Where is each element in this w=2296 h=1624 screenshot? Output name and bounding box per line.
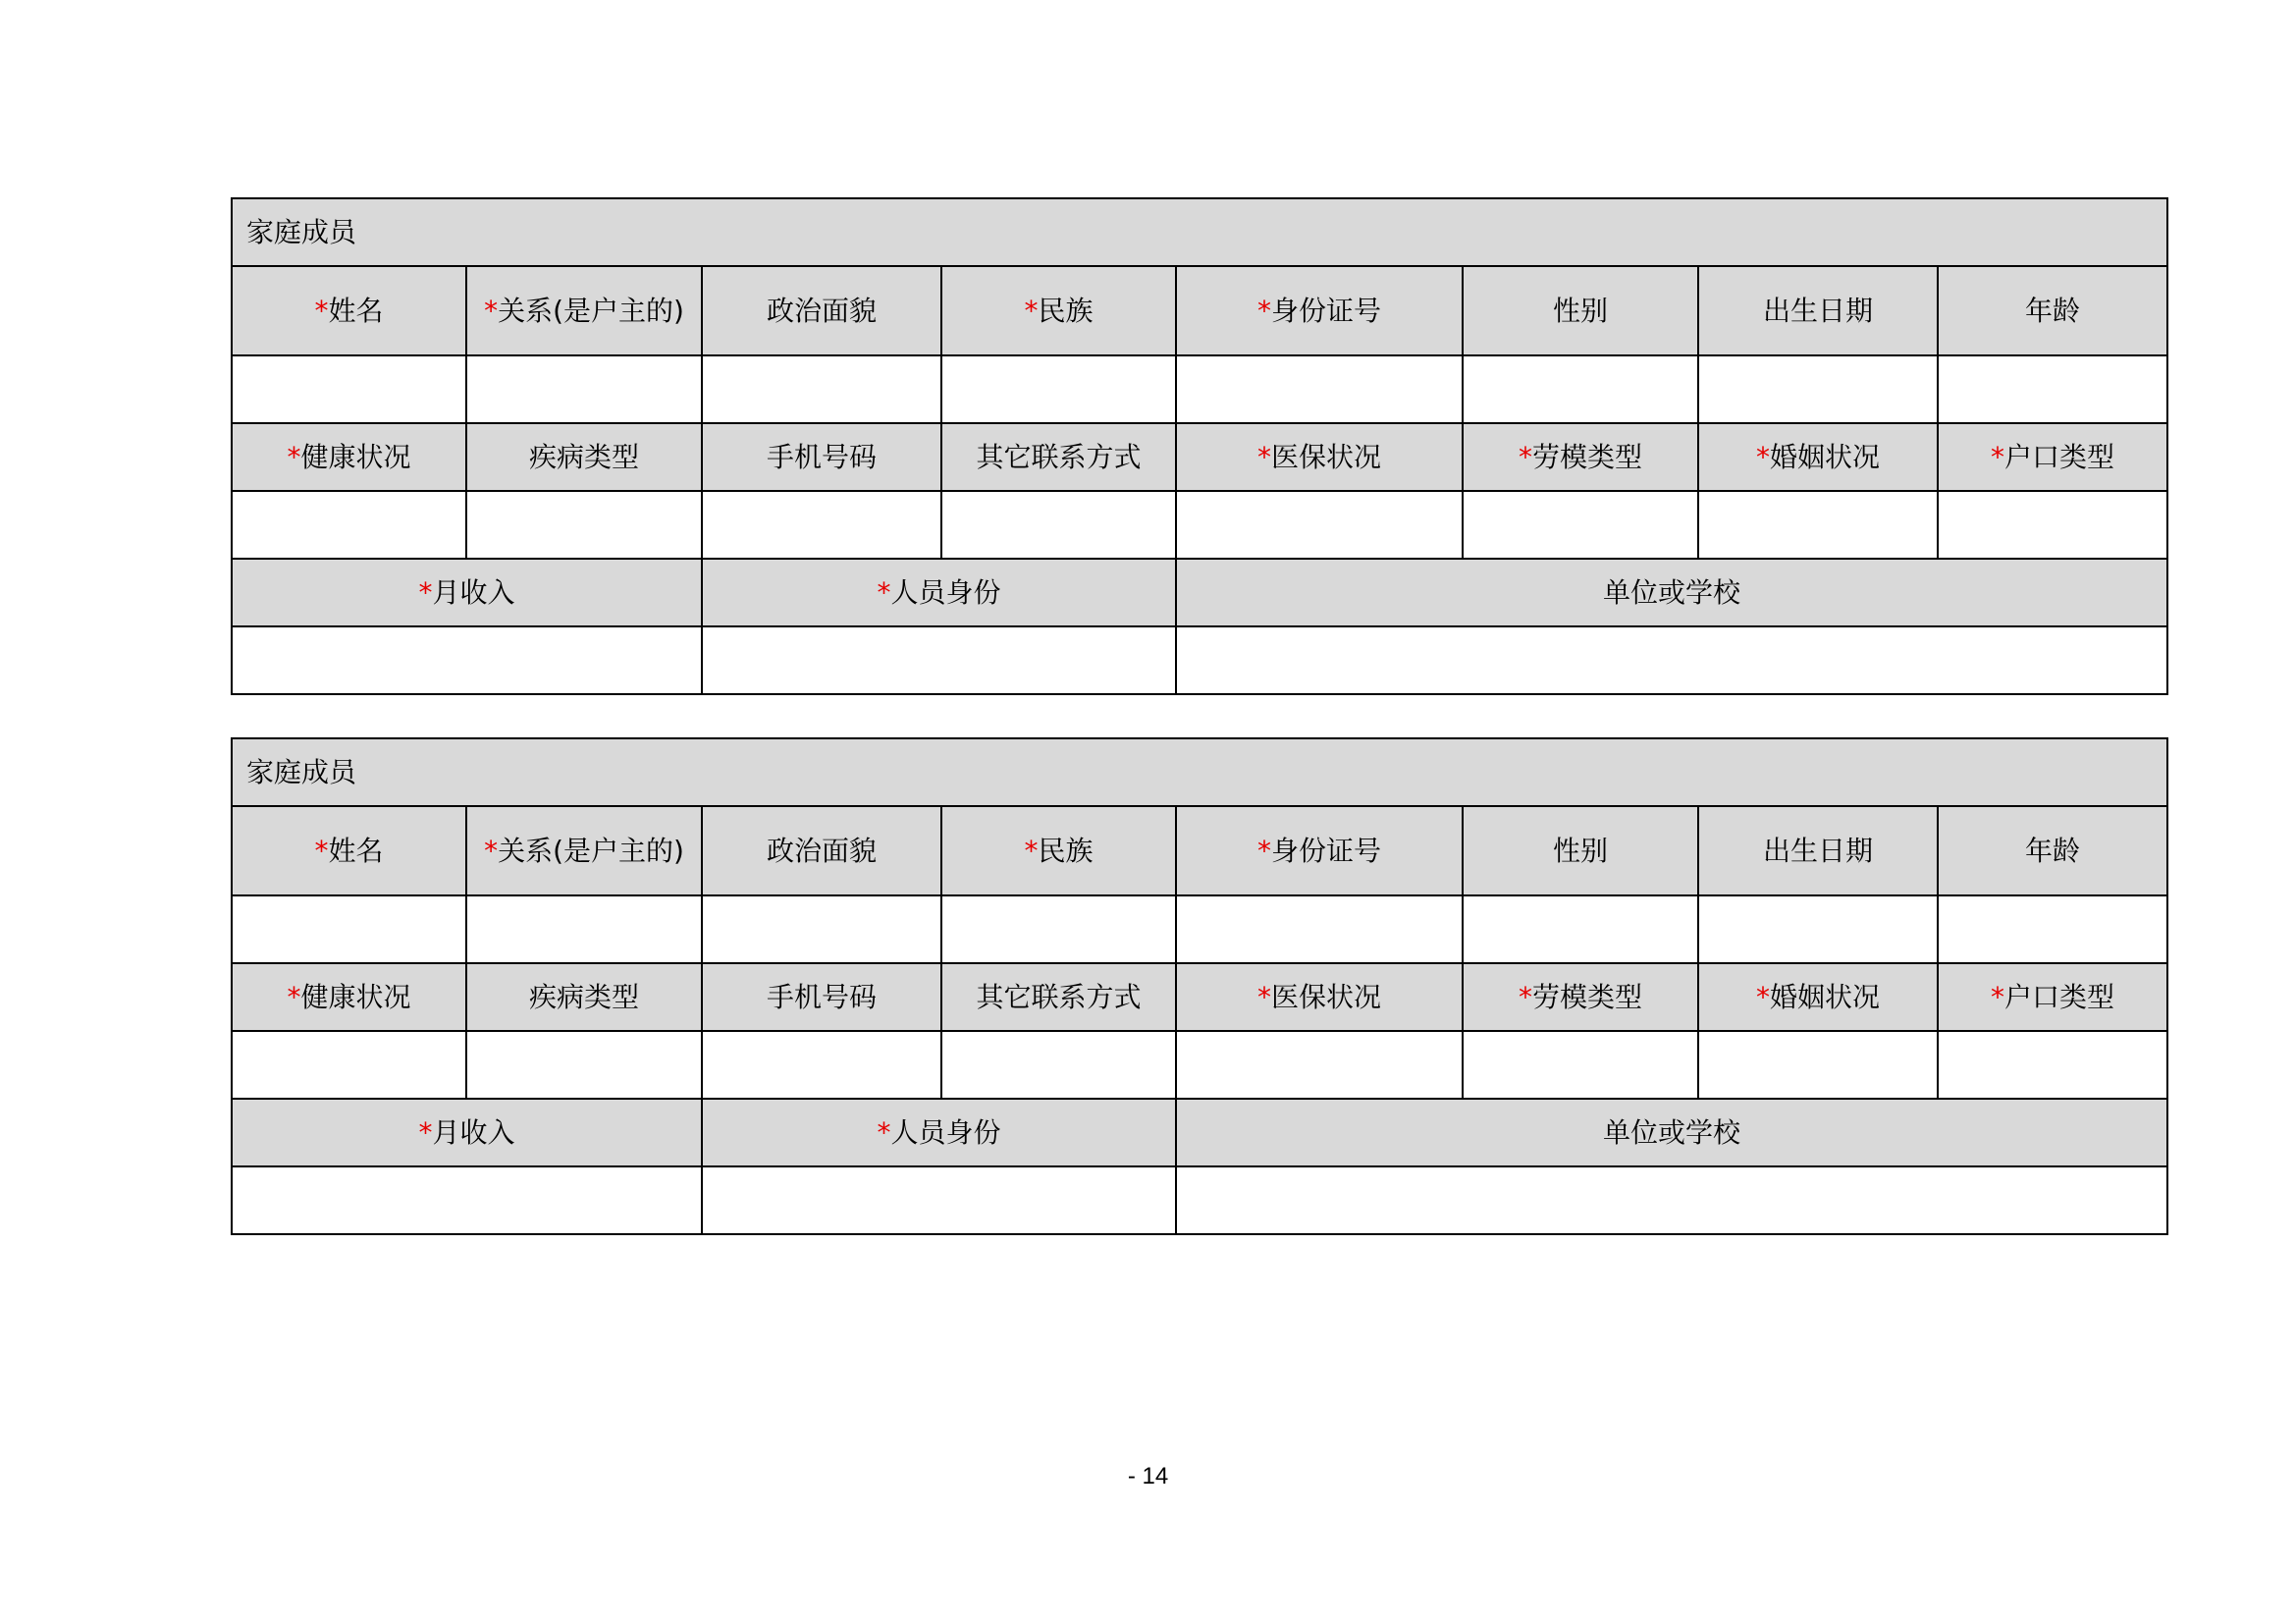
label-name: *姓名 (232, 266, 466, 355)
input-gender[interactable] (1463, 895, 1698, 963)
label-medical-insurance: *医保状况 (1176, 423, 1463, 491)
required-marker: * (1024, 834, 1039, 867)
required-marker: * (418, 575, 433, 609)
input-name[interactable] (232, 355, 466, 423)
required-marker: * (1755, 980, 1770, 1013)
required-marker: * (1518, 440, 1532, 473)
input-personnel-identity[interactable] (702, 1166, 1176, 1234)
required-marker: * (314, 834, 329, 867)
label-relationship: *关系(是户主的) (466, 806, 702, 895)
label-birth-date: 出生日期 (1698, 266, 1938, 355)
input-id-number[interactable] (1176, 355, 1463, 423)
input-other-contact[interactable] (941, 491, 1176, 559)
input-employer-or-school[interactable] (1176, 1166, 2167, 1234)
required-marker: * (1256, 440, 1271, 473)
family-member-table-2 (231, 737, 2168, 1235)
required-marker: * (877, 1115, 891, 1149)
required-marker: * (287, 440, 301, 473)
input-mobile-number[interactable] (702, 491, 941, 559)
input-health-status[interactable] (232, 1031, 466, 1099)
label-id-number: *身份证号 (1176, 806, 1463, 895)
label-birth-date: 出生日期 (1698, 806, 1938, 895)
label-model-worker-type: *劳模类型 (1463, 423, 1698, 491)
label-disease-type: 疾病类型 (466, 423, 702, 491)
label-personnel-identity: *人员身份 (702, 559, 1176, 626)
input-id-number[interactable] (1176, 895, 1463, 963)
required-marker: * (418, 1115, 433, 1149)
input-model-worker-type[interactable] (1463, 1031, 1698, 1099)
required-marker: * (1256, 294, 1271, 327)
required-marker: * (1256, 834, 1271, 867)
required-marker: * (314, 294, 329, 327)
input-political-status[interactable] (702, 895, 941, 963)
input-health-status[interactable] (232, 491, 466, 559)
required-marker: * (1256, 980, 1271, 1013)
required-marker: * (877, 575, 891, 609)
input-model-worker-type[interactable] (1463, 491, 1698, 559)
label-mobile-number: 手机号码 (702, 963, 941, 1031)
input-ethnicity[interactable] (941, 355, 1176, 423)
label-health-status: *健康状况 (232, 423, 466, 491)
input-marital-status[interactable] (1698, 491, 1938, 559)
label-age: 年龄 (1938, 266, 2167, 355)
input-relationship[interactable] (466, 895, 702, 963)
label-age: 年龄 (1938, 806, 2167, 895)
input-ethnicity[interactable] (941, 895, 1176, 963)
label-political-status: 政治面貌 (702, 806, 941, 895)
family-member-table-1 (231, 197, 2168, 695)
input-name[interactable] (232, 895, 466, 963)
input-political-status[interactable] (702, 355, 941, 423)
input-mobile-number[interactable] (702, 1031, 941, 1099)
required-marker: * (484, 834, 499, 867)
input-household-type[interactable] (1938, 491, 2167, 559)
input-personnel-identity[interactable] (702, 626, 1176, 694)
input-birth-date[interactable] (1698, 895, 1938, 963)
label-marital-status: *婚姻状况 (1698, 423, 1938, 491)
label-employer-or-school: 单位或学校 (1176, 559, 2167, 626)
required-marker: * (1024, 294, 1039, 327)
page-number: - 14 (1127, 1463, 1169, 1489)
input-medical-insurance[interactable] (1176, 491, 1463, 559)
label-mobile-number: 手机号码 (702, 423, 941, 491)
label-disease-type: 疾病类型 (466, 963, 702, 1031)
label-ethnicity: *民族 (941, 806, 1176, 895)
label-model-worker-type: *劳模类型 (1463, 963, 1698, 1031)
label-political-status: 政治面貌 (702, 266, 941, 355)
input-marital-status[interactable] (1698, 1031, 1938, 1099)
label-gender: 性别 (1463, 806, 1698, 895)
label-monthly-income: *月收入 (232, 559, 702, 626)
label-relationship: *关系(是户主的) (466, 266, 702, 355)
input-monthly-income[interactable] (232, 1166, 702, 1234)
label-household-type: *户口类型 (1938, 423, 2167, 491)
label-ethnicity: *民族 (941, 266, 1176, 355)
required-marker: * (1755, 440, 1770, 473)
input-age[interactable] (1938, 895, 2167, 963)
required-marker: * (1991, 440, 2004, 473)
input-employer-or-school[interactable] (1176, 626, 2167, 694)
label-employer-or-school: 单位或学校 (1176, 1099, 2167, 1166)
label-marital-status: *婚姻状况 (1698, 963, 1938, 1031)
required-marker: * (484, 294, 499, 327)
input-medical-insurance[interactable] (1176, 1031, 1463, 1099)
label-name: *姓名 (232, 806, 466, 895)
input-other-contact[interactable] (941, 1031, 1176, 1099)
label-household-type: *户口类型 (1938, 963, 2167, 1031)
input-birth-date[interactable] (1698, 355, 1938, 423)
input-monthly-income[interactable] (232, 626, 702, 694)
input-disease-type[interactable] (466, 491, 702, 559)
section-title: 家庭成员 (232, 738, 2167, 806)
section-title: 家庭成员 (232, 198, 2167, 266)
input-age[interactable] (1938, 355, 2167, 423)
required-marker: * (1991, 980, 2004, 1013)
label-monthly-income: *月收入 (232, 1099, 702, 1166)
label-medical-insurance: *医保状况 (1176, 963, 1463, 1031)
label-other-contact: 其它联系方式 (941, 963, 1176, 1031)
label-gender: 性别 (1463, 266, 1698, 355)
label-id-number: *身份证号 (1176, 266, 1463, 355)
input-gender[interactable] (1463, 355, 1698, 423)
required-marker: * (1518, 980, 1532, 1013)
label-other-contact: 其它联系方式 (941, 423, 1176, 491)
required-marker: * (287, 980, 301, 1013)
label-health-status: *健康状况 (232, 963, 466, 1031)
label-personnel-identity: *人员身份 (702, 1099, 1176, 1166)
input-disease-type[interactable] (466, 1031, 702, 1099)
input-household-type[interactable] (1938, 1031, 2167, 1099)
input-relationship[interactable] (466, 355, 702, 423)
